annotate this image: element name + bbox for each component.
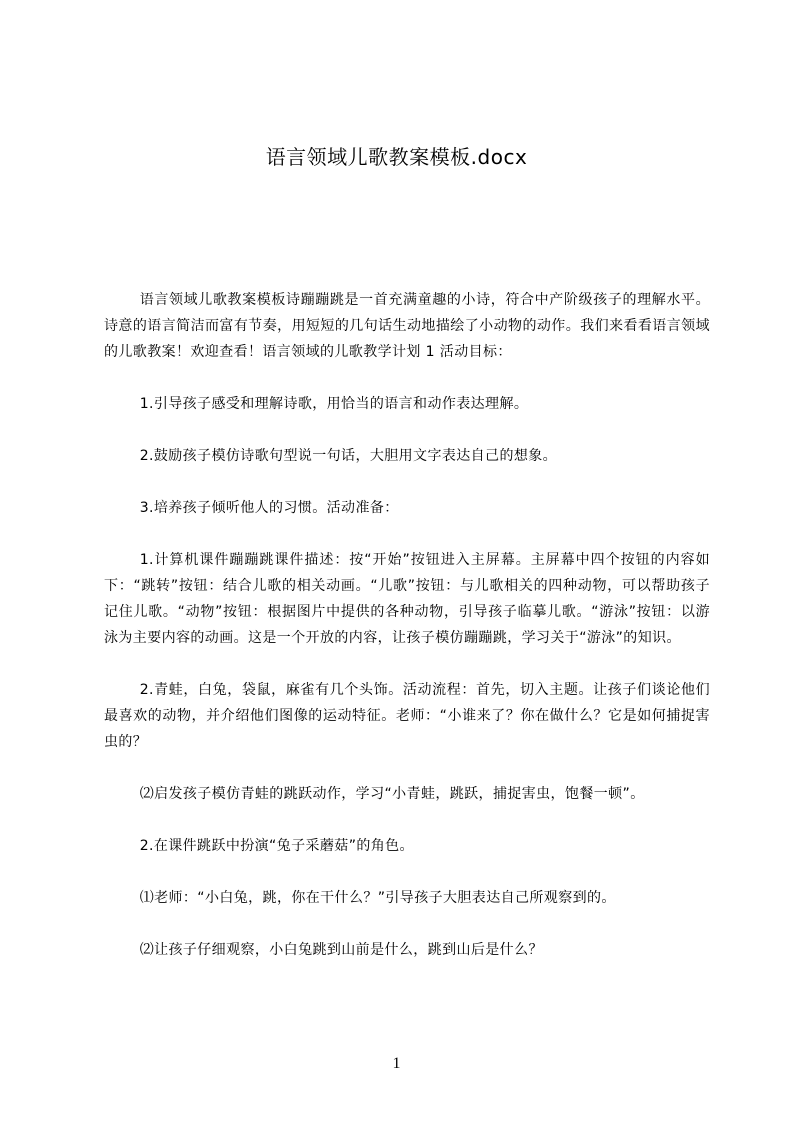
body-paragraph: 2.在课件跳跃中扮演“兔子采蘑菇”的角色。 <box>139 838 414 854</box>
body-paragraph: ⑵让孩子仔细观察，小白兔跳到山前是什么，跳到山后是什么？ <box>139 942 543 958</box>
body-paragraph: 1.引导孩子感受和理解诗歌，用恰当的语言和动作表达理解。 <box>139 396 529 412</box>
body-paragraph: 3.培养孩子倾听他人的习惯。活动准备： <box>139 500 399 516</box>
body-paragraph: 2.鼓励孩子模仿诗歌句型说一句话，大胆用文字表达自己的想象。 <box>139 448 558 464</box>
document-body <box>104 287 710 963</box>
page-number: 1 <box>392 1055 401 1072</box>
body-paragraph: ⑴老师：“小白兔，跳，你在干什么？”引导孩子大胆表达自己所观察到的。 <box>139 890 616 906</box>
document-title: 语言领域儿歌教案模板.docx <box>265 145 528 169</box>
body-paragraph: ⑵启发孩子模仿青蛙的跳跃动作，学习“小青蛙，跳跃，捕捉害虫，饱餐一顿”。 <box>139 786 645 802</box>
body-paragraph: 2.青蛙，白兔，袋鼠，麻雀有几个头饰。活动流程：首先，切入主题。让孩子们谈论他们最喜欢的动物，并介绍他们图像的运动特征。老师：“小谁来了？你在做什么？它是如何捕捉害虫的？ <box>104 682 710 750</box>
body-paragraph: 1.计算机课件蹦蹦跳课件描述：按“开始”按钮进入主屏幕。主屏幕中四个按钮的内容如下：“跳转”按钮：结合儿歌的相关动画。“儿歌”按钮：与儿歌相关的四种动物，可以帮助孩子记住儿歌。“动物”按钮：根据图片中提供的各种动物，引导孩子临摹儿歌。“游泳”按钮：以游泳为主要内容的动画。这是一个开放的内容，让孩子模仿蹦蹦跳，学习关于“游泳”的知识。 <box>104 552 710 646</box>
body-paragraph: 语言领域儿歌教案模板诗蹦蹦跳是一首充满童趣的小诗，符合中产阶级孩子的理解水平。诗意的语言简洁而富有节奏，用短短的几句话生动地描绘了小动物的动作。我们来看看语言领域的儿歌教案！欢迎查看！语言领域的儿歌教学计划 1 活动目标： <box>104 292 710 360</box>
